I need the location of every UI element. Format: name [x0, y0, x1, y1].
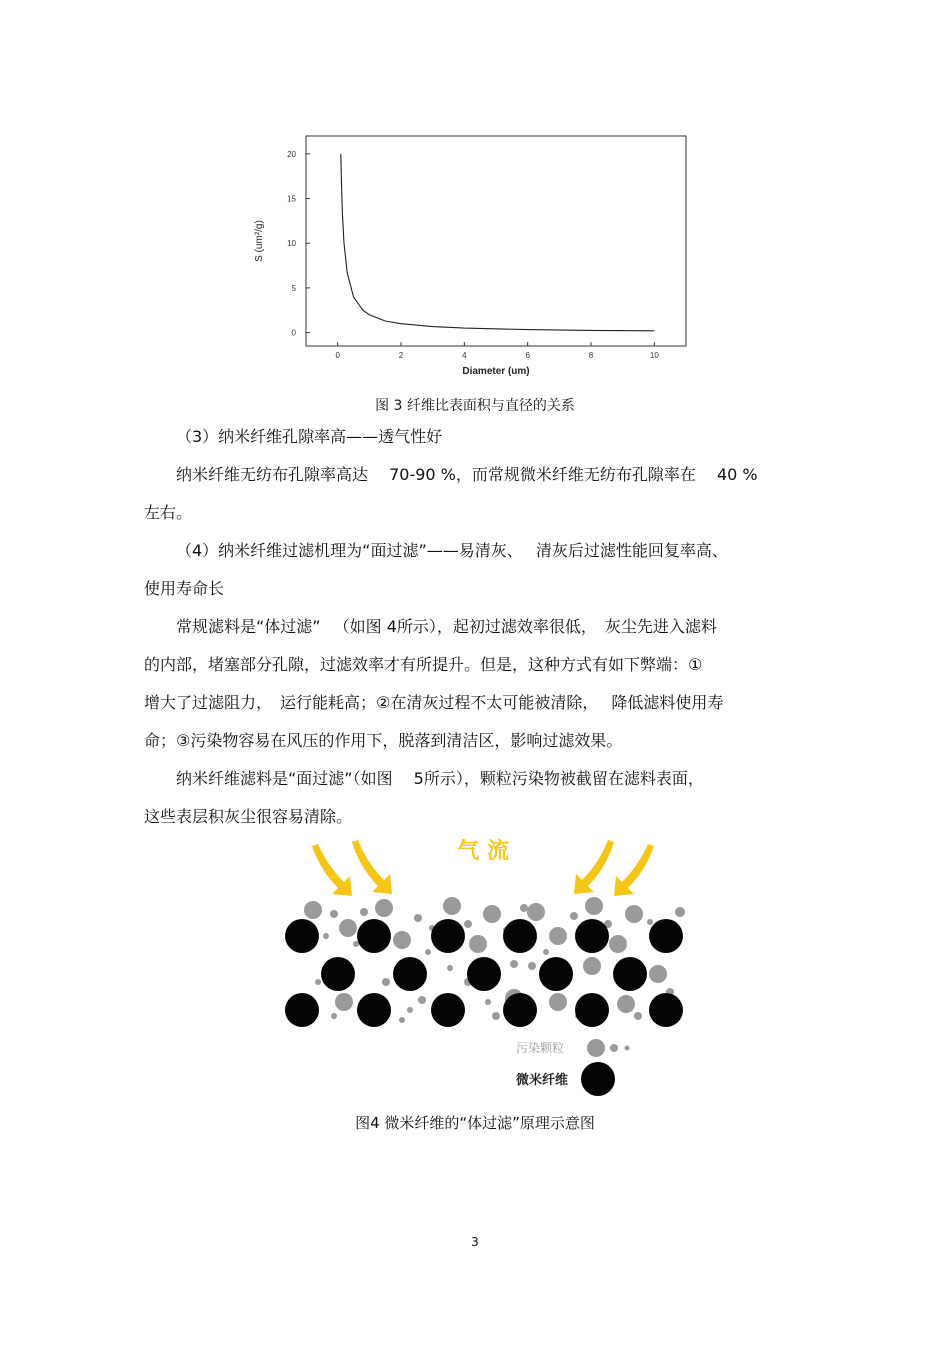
particle-circle — [527, 903, 545, 921]
particle-circle — [399, 1017, 405, 1023]
particle-circle — [393, 931, 411, 949]
section4-heading: （4）纳米纤维过滤机理为“面过滤”——易清灰、 清灰后过滤性能回复率高、 — [176, 541, 728, 560]
legend-particle-large — [587, 1039, 605, 1057]
particle-circle — [483, 905, 501, 923]
particle-circle — [649, 965, 667, 983]
plot-frame — [306, 136, 686, 346]
fiber-circle — [285, 919, 319, 953]
fiber-circle — [649, 993, 683, 1027]
particle-circle — [485, 999, 491, 1005]
particle-circle — [634, 1012, 642, 1020]
arrow-icon — [352, 840, 392, 894]
paragraph-line: 的内部，堵塞部分孔隙，过滤效率才有所提升。但是，这种方式有如下弊端：① — [144, 655, 703, 674]
x-tick-label: 8 — [588, 351, 594, 360]
fiber-circle — [503, 919, 537, 953]
particle-circle — [315, 979, 321, 985]
particle-circle — [447, 965, 453, 971]
particle-circle — [609, 935, 627, 953]
fiber-circle — [431, 919, 465, 953]
particle-circle — [528, 962, 536, 970]
particle-circle — [583, 957, 601, 975]
x-tick-label: 10 — [649, 351, 659, 360]
particle-circle — [418, 996, 426, 1004]
particle-circle — [549, 993, 567, 1011]
y-tick-label: 15 — [287, 194, 296, 204]
particle-circle — [543, 949, 549, 955]
legend-particle-label: 污染颗粒 — [516, 1041, 565, 1055]
particle-circle — [675, 907, 685, 917]
particle-circle — [425, 949, 431, 955]
y-tick-label: 0 — [291, 328, 296, 338]
fiber-circle — [357, 993, 391, 1027]
y-tick-label: 10 — [287, 239, 296, 249]
x-axis-ticks — [335, 342, 659, 360]
particle-circle — [625, 905, 643, 923]
particle-circle — [469, 935, 487, 953]
figure4-diagram — [278, 832, 688, 1100]
section3-heading: （3）纳米纤维孔隙率高——透气性好 — [176, 427, 443, 446]
fiber-circle — [393, 957, 427, 991]
particle-circle — [339, 919, 357, 937]
paragraph-line: 纳米纤维滤料是“面过滤”（如图 5所示），颗粒污染物被截留在滤料表面， — [176, 769, 704, 788]
particle-circle — [570, 912, 578, 920]
section4-heading-cont: 使用寿命长 — [144, 579, 225, 598]
fiber-circle — [285, 993, 319, 1027]
fiber-circle — [575, 919, 609, 953]
arrow-icon — [574, 840, 614, 894]
x-axis-label: Diameter (um) — [462, 366, 530, 377]
particle-circle — [549, 927, 567, 945]
x-tick-label: 0 — [335, 351, 340, 360]
legend-fiber-label: 微米纤维 — [516, 1073, 569, 1088]
figure3-caption: 图 3 纤维比表面积与直径的关系 — [375, 398, 575, 414]
legend-fiber-circle — [581, 1062, 615, 1096]
fiber-circle — [321, 957, 355, 991]
x-tick-label: 4 — [462, 351, 467, 360]
y-tick-label: 20 — [287, 149, 296, 159]
particle-circle — [335, 993, 353, 1011]
particle-circle — [443, 897, 461, 915]
y-axis-label: S (um²/g) — [254, 220, 265, 262]
particle-circle — [330, 910, 338, 918]
paragraph-line: 这些表层积灰尘很容易清除。 — [144, 807, 353, 826]
particle-circle — [492, 1012, 500, 1020]
figure3-chart — [240, 128, 700, 380]
fiber-circle — [575, 993, 609, 1027]
fiber-circle — [649, 919, 683, 953]
airflow-label: 气 流 — [457, 838, 509, 864]
x-tick-label: 2 — [398, 351, 404, 360]
particle-circle — [617, 995, 635, 1013]
paragraph-line: 常规滤料是“体过滤” （如图 4所示），起初过滤效率很低， 灰尘先进入滤料 — [176, 617, 717, 636]
particle-circle — [331, 1013, 337, 1019]
paragraph-line: 纳米纤维无纺布孔隙率高达 70-90 %，而常规微米纤维无纺布孔隙率在 40 % — [176, 465, 758, 484]
particle-circle — [510, 960, 518, 968]
series-line — [341, 154, 655, 331]
figure4-caption: 图4 微米纤维的“体过滤”原理示意图 — [355, 1114, 595, 1132]
particle-circle — [304, 901, 322, 919]
legend-particle-small — [610, 1044, 618, 1052]
y-tick-label: 5 — [291, 283, 296, 293]
particle-circle — [323, 933, 329, 939]
particle-circle — [382, 978, 390, 986]
page-number: 3 — [471, 1235, 479, 1249]
paragraph-line: 增大了过滤阻力， 运行能耗高；②在清灰过程不太可能被清除， 降低滤料使用寿 — [144, 693, 724, 712]
y-axis-ticks — [287, 150, 310, 338]
fiber-circle — [357, 919, 391, 953]
paragraph-line: 命；③污染物容易在风压的作用下，脱落到清洁区，影响过滤效果。 — [144, 731, 623, 750]
x-tick-label: 6 — [525, 351, 530, 360]
particle-circle — [520, 904, 528, 912]
paragraph-line: 左右。 — [144, 503, 193, 522]
arrow-icon — [614, 844, 654, 896]
fiber-circle — [467, 957, 501, 991]
fiber-circle — [431, 993, 465, 1027]
fiber-circle — [613, 957, 647, 991]
arrow-icon — [312, 844, 352, 896]
particle-circle — [414, 914, 422, 922]
particle-circle — [360, 908, 368, 916]
particle-circle — [647, 919, 653, 925]
particle-circle — [407, 1007, 413, 1013]
legend-particle-tiny — [625, 1046, 630, 1051]
section3 — [144, 418, 814, 836]
particle-circle — [585, 897, 603, 915]
fiber-circle — [503, 993, 537, 1027]
fiber-circle — [539, 957, 573, 991]
particle-circle — [464, 920, 472, 928]
particle-circle — [375, 899, 393, 917]
